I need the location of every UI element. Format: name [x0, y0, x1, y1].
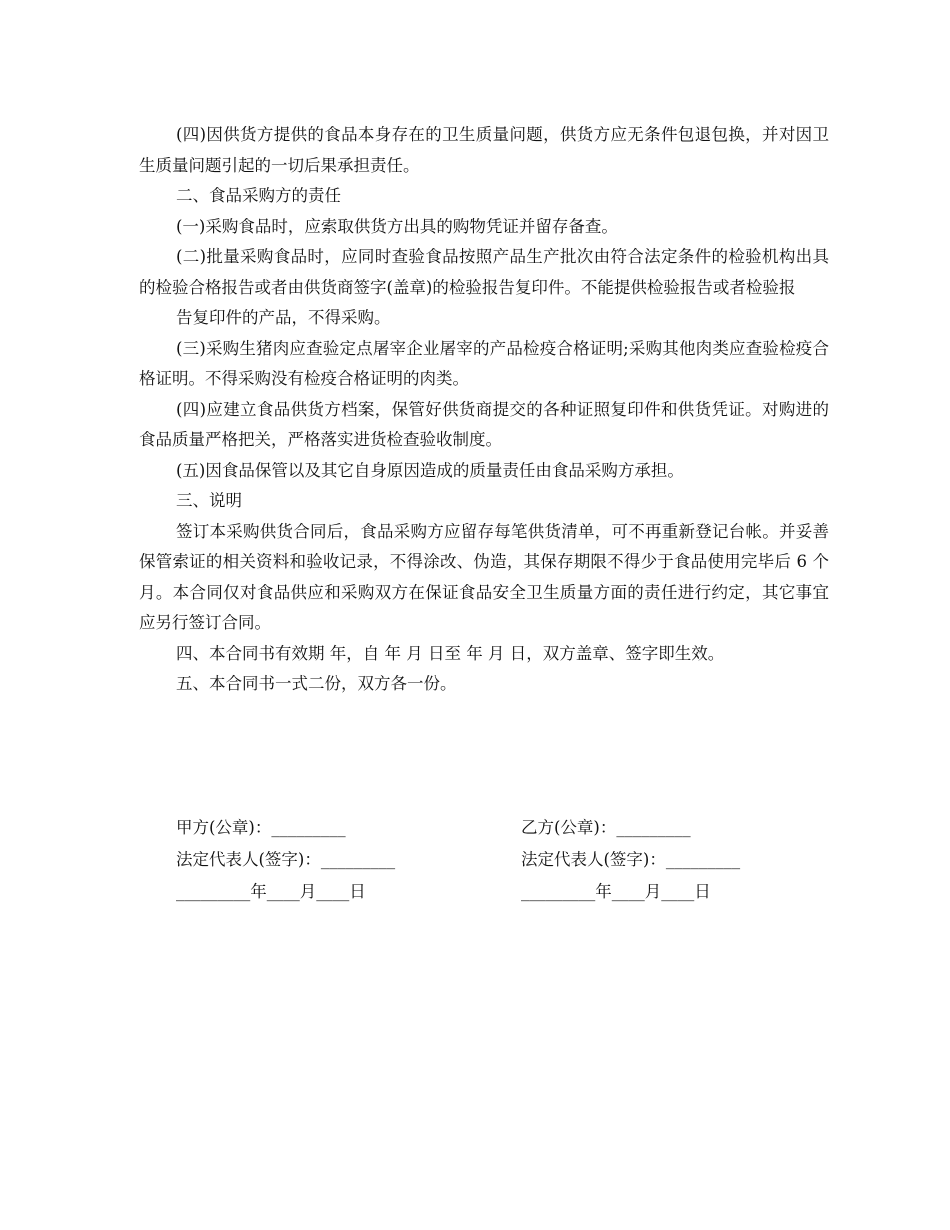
paragraph-2-2-cont: 告复印件的产品，不得采购。	[176, 308, 391, 327]
paragraph-2-1: (一)采购食品时，应索取供货方出具的购物凭证并留存备查。	[176, 216, 618, 236]
paragraph-2-2: (二)批量采购食品时，应同时查验食品按照产品生产批次由符合法定条件的检验机构出具的检验合格报告或者由供货商签字(盖章)的检验报告复印件。不能提供检验报告或者检验报	[139, 247, 829, 297]
contract-body	[139, 120, 829, 700]
party-a-seal: 甲方(公章)：_________	[176, 818, 346, 837]
party-b-date: _________年____月____日	[521, 882, 711, 901]
paragraph-4: 四、本合同书有效期 年，自 年 月 日至 年 月 日，双方盖章、签字即生效。	[176, 643, 725, 663]
section-heading-3: 三、说明	[176, 491, 242, 510]
paragraph-2-3: (三)采购生猪肉应查验定点屠宰企业屠宰的产品检疫合格证明;采购其他肉类应查验检疫合格证明。不得采购没有检疫合格证明的肉类。	[139, 338, 829, 388]
paragraph-5: 五、本合同书一式二份，双方各一份。	[176, 674, 457, 693]
party-b-representative: 法定代表人(签字)：_________	[521, 850, 741, 869]
paragraph-1: (四)因供货方提供的食品本身存在的卫生质量问题，供货方应无条件包退包换，并对因卫生质量问题引起的一切后果承担责任。	[139, 125, 829, 175]
party-a-date: _________年____月____日	[176, 882, 366, 901]
paragraph-3: 签订本采购供货合同后，食品采购方应留存每笔供货清单，可不再重新登记台帐。并妥善保管索证的相关资料和验收记录，不得涂改、伪造，其保存期限不得少于食品使用完毕后 6 个月。本合同仅对食品供应和采购双方在保证食品安全卫生质量方面的责任进行约定，其它事宜应另行签订合同。	[139, 521, 829, 632]
paragraph-2-5: (五)因食品保管以及其它自身原因造成的质量责任由食品采购方承担。	[176, 460, 684, 480]
party-a-representative: 法定代表人(签字)：_________	[176, 850, 396, 869]
section-heading-2: 二、食品采购方的责任	[176, 186, 341, 205]
paragraph-2-4: (四)应建立食品供货方档案，保管好供货商提交的各种证照复印件和供货凭证。对购进的食品质量严格把关，严格落实进货检查验收制度。	[139, 399, 829, 449]
party-b-seal: 乙方(公章)：_________	[521, 818, 691, 837]
